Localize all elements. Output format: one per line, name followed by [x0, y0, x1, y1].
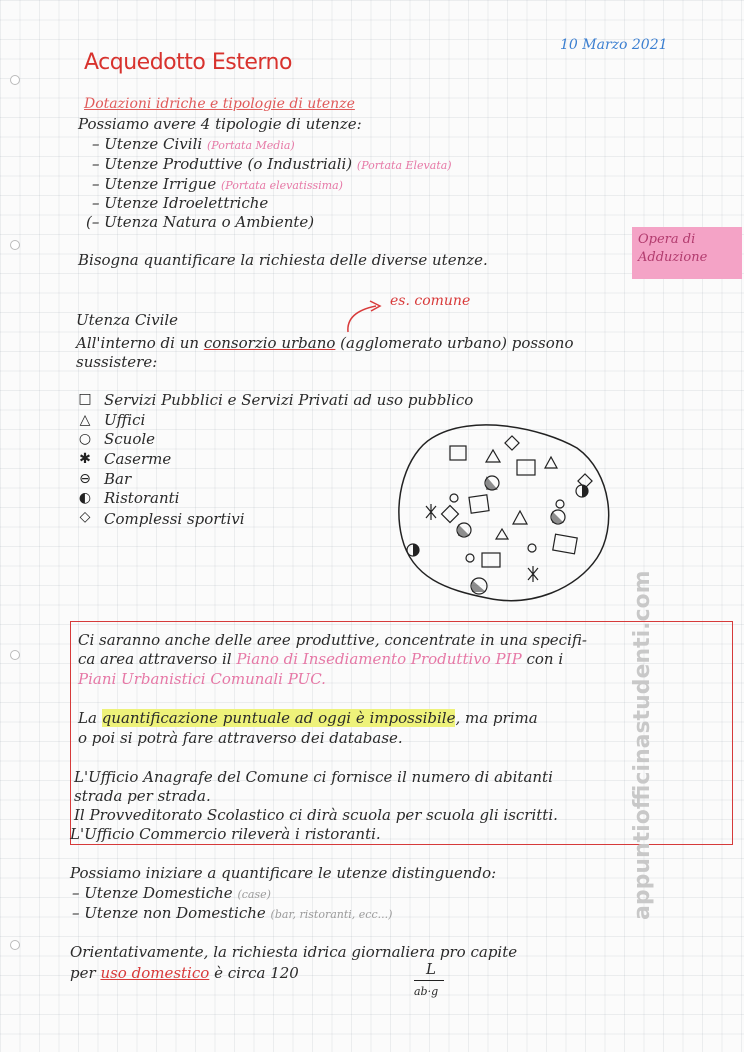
list-item: – Utenze Produttive (o Industriali) (Portata Elevata) [92, 155, 452, 173]
half-circle-icon: ◐ [78, 490, 92, 506]
box-line: Ci saranno anche delle aree produttive, concentrate in una specifi- [78, 631, 587, 649]
box-line: L'Ufficio Anagrafe del Comune ci fornisce il numero di abitanti [74, 768, 553, 786]
box-line: La quantificazione puntuale ad oggi è impossibile, ma prima [78, 709, 538, 727]
square-icon [505, 436, 519, 450]
watermark: appuntiofficinastudenti.com [630, 570, 655, 920]
square-icon [517, 460, 535, 475]
circle-icon [528, 544, 536, 552]
legend-label: Caserme [104, 450, 172, 468]
date-label: 10 Marzo 2021 [560, 37, 668, 53]
urban-area-illustration [392, 418, 616, 608]
box-line: Piani Urbanistici Comunali PUC. [78, 670, 326, 688]
list-item: – Utenze Irrigue (Portata elevatissima) [92, 175, 343, 193]
consorzio-line-2: sussistere: [76, 353, 158, 371]
box-line: o poi si potrà fare attraverso dei database. [78, 729, 403, 747]
legend-label: Servizi Pubblici e Servizi Privati ad uso pubblico [104, 391, 474, 409]
final-line: Orientativamente, la richiesta idrica giornaliera pro capite [70, 943, 518, 961]
circle-icon [466, 554, 474, 562]
page-title: Acquedotto Esterno [84, 50, 292, 75]
square-icon [450, 446, 466, 460]
list-item: – Utenze Domestiche (case) [72, 884, 271, 902]
list-item: (– Utenza Natura o Ambiente) [86, 213, 315, 231]
triangle-icon [513, 511, 527, 524]
legend-label: Complessi sportivi [104, 510, 245, 528]
circle-icon [450, 494, 458, 502]
box-line: strada per strada. [74, 787, 211, 805]
triangle-icon [486, 450, 500, 462]
star-icon [426, 504, 436, 520]
square-icon [482, 553, 500, 567]
need-sentence: Bisogna quantificare la richiesta delle diverse utenze. [78, 251, 488, 269]
box-line: Il Provveditorato Scolastico ci dirà scuola per scuola gli iscritti. [74, 806, 558, 824]
arrow-icon [340, 298, 390, 334]
punch-hole [10, 650, 20, 660]
striped-circle-icon: ⊖ [79, 471, 91, 487]
section-intro: Possiamo iniziare a quantificare le utenze distinguendo: [70, 864, 497, 882]
triangle-icon [496, 529, 508, 539]
triangle-icon: △ [79, 412, 91, 428]
legend-label: Uffici [104, 411, 146, 429]
list-item: – Utenze Civili (Portata Media) [92, 135, 295, 153]
punch-hole [10, 940, 20, 950]
square-icon [469, 495, 489, 513]
arrow-note: es. comune [390, 293, 471, 309]
square-icon: □ [78, 391, 92, 407]
section-heading: Utenza Civile [76, 311, 179, 329]
fraction-bar [414, 980, 444, 981]
sticky-note: Opera di Adduzione [632, 227, 742, 279]
box-line: L'Ufficio Commercio rileverà i ristoranti. [70, 825, 381, 843]
list-item: – Utenze non Domestiche (bar, ristoranti, ecc...) [72, 904, 393, 922]
final-line: per uso domestico è circa 120 [70, 964, 299, 982]
punch-hole [10, 75, 20, 85]
legend-label: Ristoranti [104, 489, 180, 507]
star-icon: ✱ [79, 451, 91, 467]
legend-label: Scuole [104, 430, 156, 448]
square-icon [442, 506, 459, 523]
punch-hole [10, 240, 20, 250]
fraction-denominator: ab·g [414, 985, 439, 998]
star-icon [528, 566, 538, 582]
highlighted-text: quantificazione puntuale ad oggi è impossibile [101, 709, 456, 727]
box-line: ca area attraverso il Piano di Insediamento Produttivo PIP con i [78, 650, 564, 668]
square-icon [553, 534, 577, 554]
consorzio-line: All'interno di un consorzio urbano (agglomerato urbano) possono [76, 334, 574, 352]
fraction-numerator: L [426, 960, 436, 978]
circle-icon [556, 500, 564, 508]
legend-label: Bar [104, 470, 132, 488]
section-subtitle: Dotazioni idriche e tipologie di utenze [84, 96, 355, 112]
section-intro: Possiamo avere 4 tipologie di utenze: [78, 115, 362, 133]
circle-icon: ○ [78, 431, 92, 447]
triangle-icon [545, 457, 557, 468]
diamond-icon: ◇ [79, 509, 91, 525]
list-item: – Utenze Idroelettriche [92, 194, 269, 212]
